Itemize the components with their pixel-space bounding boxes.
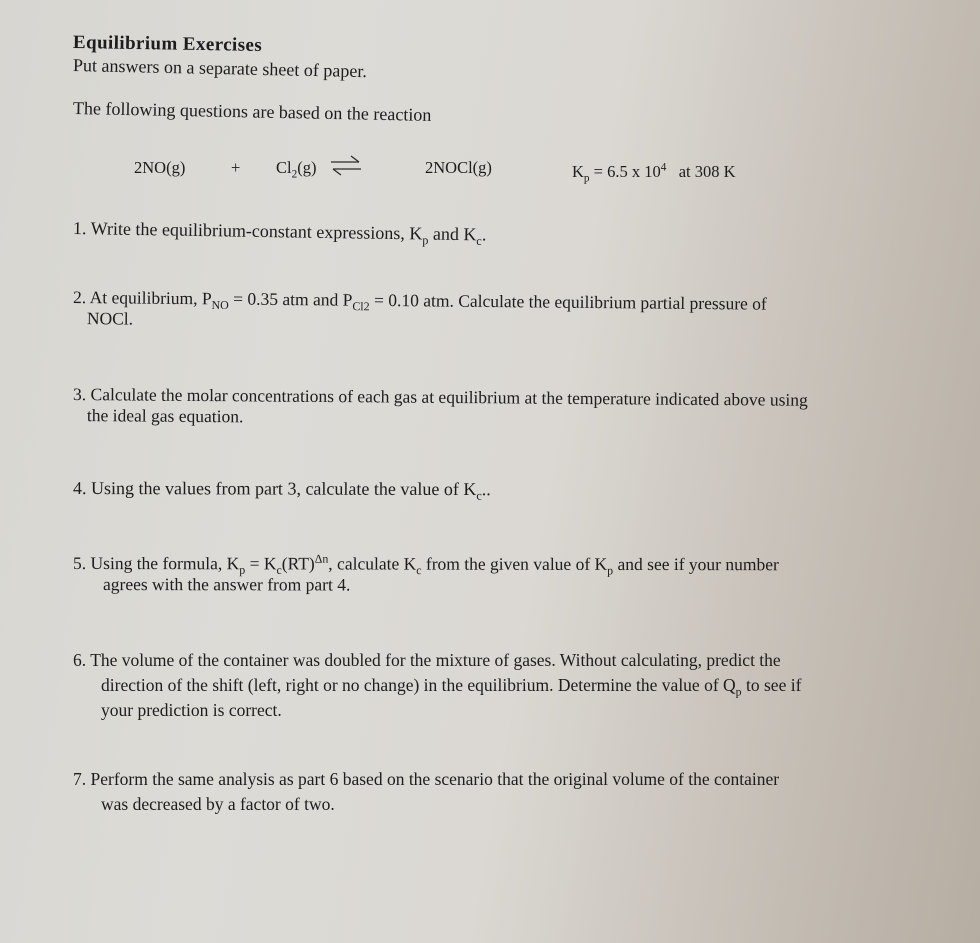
reactant-no: 2NO(g) bbox=[134, 158, 186, 177]
worksheet-title: Equilibrium Exercises bbox=[72, 32, 263, 56]
question-3: 3. Calculate the molar concentrations of each gas at equilibrium at the temperature indicated above using the ideal gas equation. bbox=[73, 384, 808, 427]
question-5: 5. Using the formula, $K_p = K_c(RT)^{\Delta n}$, calculate $K_c$ from the given value of $K_p$ and see if your number agrees with the answer from part 4. bbox=[73, 551, 779, 595]
kp-value: $K_p = 6.5$ x $10^4$ at 308 K bbox=[572, 161, 736, 185]
question-2: 2. At equilibrium, $P_{NO} = 0.35$ atm and $P_{Cl2} = 0.10$ atm. Calculate the equilibrium partial pressure of NOCl. bbox=[73, 287, 767, 329]
intro-text: The following questions are based on the reaction bbox=[72, 98, 432, 125]
question-4: 4. Using the values from part 3, calculate the value of $K_c$.. bbox=[72, 478, 491, 503]
equilibrium-arrow-icon bbox=[329, 154, 363, 181]
instructions: Put answers on a separate sheet of paper. bbox=[72, 55, 368, 82]
reactant-cl2: $Cl_2(g)$ bbox=[276, 158, 317, 181]
question-1: 1. Write the equilibrium-constant expressions, $K_p$ and $K_c$. bbox=[72, 218, 487, 249]
question-7: 7. Perform the same analysis as part 6 based on the scenario that the original volume of the container was decreased by a factor of two. bbox=[73, 769, 780, 814]
question-6: 6. The volume of the container was doubled for the mixture of gases. Without calculating, predict the direction of the shift (left, right or no change) in the equilibrium. Determine the value of $Q_p$ to see if your prediction is correct. bbox=[73, 650, 802, 720]
plus-sign: + bbox=[231, 158, 241, 177]
product-nocl: 2NOCl(g) bbox=[425, 158, 492, 177]
